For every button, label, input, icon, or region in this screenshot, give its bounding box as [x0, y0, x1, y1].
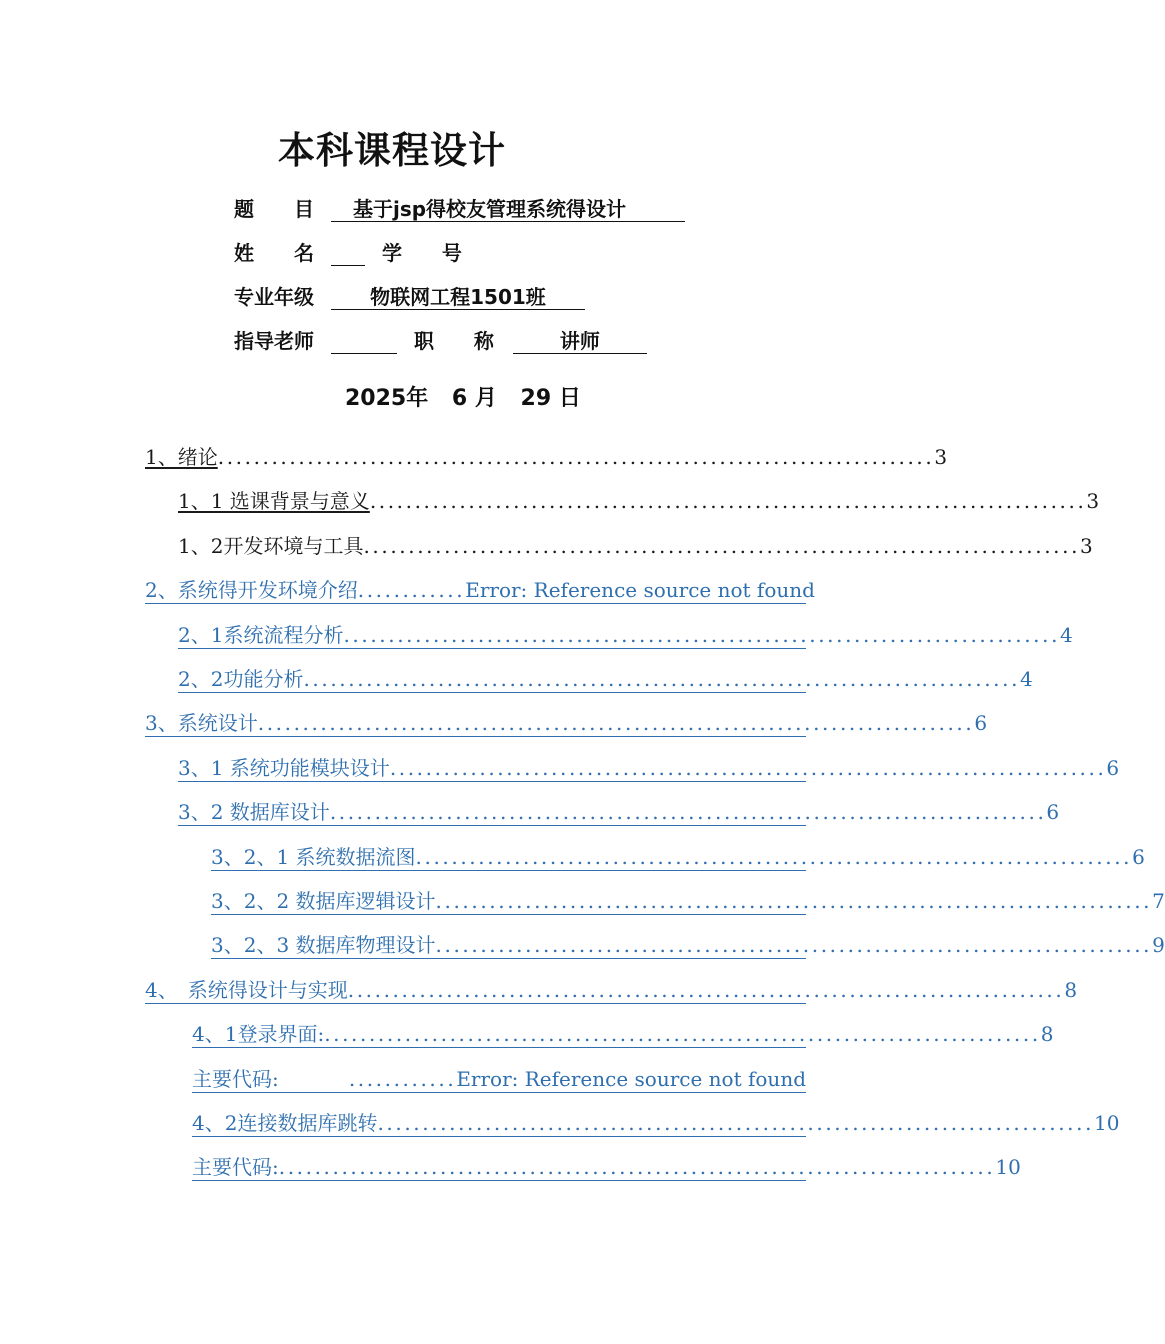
toc-dot-leader: ................................................................................ [324, 1022, 1041, 1046]
toc-entry[interactable] [211, 884, 1165, 915]
toc-entry-title: 4、2连接数据库跳转 [192, 1111, 378, 1135]
toc-page-number: 8 [1040, 1022, 1054, 1046]
toc-entry-title: 4、 系统得设计与实现 [145, 978, 348, 1002]
toc-entry[interactable] [178, 618, 1073, 649]
toc-entry[interactable] [192, 1150, 1021, 1181]
toc-entry-title: 3、2、2 数据库逻辑设计 [211, 889, 436, 913]
date-line [345, 383, 581, 415]
toc-page-number: 9 [1152, 933, 1165, 957]
toc-dot-leader: ................................................................................ [303, 667, 1021, 691]
toc-dot-leader: ................................................................................ [347, 978, 1065, 1002]
toc-entry [178, 529, 1093, 559]
toc-page-number: 6 [1132, 845, 1145, 869]
toc-dot-leader: ............ [348, 1067, 457, 1091]
toc-page-number: 8 [1064, 978, 1078, 1002]
toc-page-number: 10 [1094, 1111, 1120, 1135]
name-id-row [234, 238, 462, 268]
major-row [234, 282, 585, 312]
toc-page-number: 3 [1086, 489, 1100, 513]
toc-entry-title: 1、1 选课背景与意义 [178, 489, 370, 513]
toc-entry[interactable] [192, 1106, 1120, 1137]
toc-dot-leader: ................................................................................ [363, 534, 1081, 558]
topic-label: 题 目 [234, 197, 314, 221]
toc-entry-title: 3、2、3 数据库物理设计 [211, 933, 436, 957]
toc-entry[interactable] [145, 573, 815, 604]
toc-dot-leader: ................................................................................ [377, 1111, 1095, 1135]
toc-dot-leader: ................................................................................ [217, 445, 935, 469]
toc-entry-title: 2、系统得开发环境介绍 [145, 578, 358, 602]
name-label: 姓 名 [234, 241, 314, 265]
toc-page-number: 6 [1106, 756, 1120, 780]
toc-entry[interactable] [145, 706, 988, 737]
toc-page-number: 7 [1152, 889, 1165, 913]
toc-entry[interactable] [192, 1062, 806, 1093]
toc-entry-title: 3、2、1 系统数据流图 [211, 845, 416, 869]
toc-entry[interactable] [211, 928, 1165, 959]
toc-entry[interactable] [178, 795, 1060, 826]
toc-page-number: 6 [1046, 800, 1060, 824]
advisor-label: 指导老师 [234, 329, 314, 353]
toc-entry-title: 3、系统设计 [145, 711, 258, 735]
date-month: 6 月 [451, 386, 497, 411]
major-value: 物联网工程1501班 [331, 285, 585, 310]
toc-entry [178, 484, 1100, 514]
advisor-row [234, 326, 647, 356]
toc-entry-title: 4、1登录界面: [192, 1022, 325, 1046]
toc-page-number: 4 [1020, 667, 1033, 691]
date-year: 2025年 [345, 386, 429, 411]
toc-dot-leader: ................................................................................ [369, 489, 1087, 513]
toc-page-number: 3 [1080, 534, 1093, 558]
toc-dot-leader: ................................................................................ [329, 800, 1047, 824]
toc-entry [145, 440, 948, 470]
toc-entry-title: 1、2开发环境与工具 [178, 534, 364, 558]
advisor-value-line [331, 329, 397, 354]
toc-entry-title: 3、2 数据库设计 [178, 800, 330, 824]
toc-entry-title: 主要代码: [192, 1155, 279, 1179]
toc-dot-leader: ................................................................................ [389, 756, 1107, 780]
rank-label: 职 称 [413, 329, 494, 353]
toc-dot-leader: ............ [357, 578, 466, 602]
rank-value: 讲师 [513, 329, 647, 354]
toc-page-number: Error: Reference source not found [465, 578, 815, 602]
toc-page-number: 10 [995, 1155, 1021, 1179]
toc-page-number: 3 [934, 445, 948, 469]
toc-dot-leader: ................................................................................ [435, 933, 1153, 957]
date-day: 29 日 [520, 386, 581, 411]
toc-page-number: 6 [974, 711, 988, 735]
toc-page-number: 4 [1060, 623, 1073, 647]
toc-entry-title: 主要代码: [192, 1067, 279, 1091]
toc-entry-title: 1、绪论 [145, 445, 218, 469]
toc-entry[interactable] [178, 751, 1120, 782]
toc-entry-title: 3、1 系统功能模块设计 [178, 756, 390, 780]
toc-entry-title: 2、2功能分析 [178, 667, 304, 691]
toc-dot-leader: ................................................................................ [278, 1155, 996, 1179]
toc-dot-leader: ................................................................................ [415, 845, 1133, 869]
toc-dot-leader: ................................................................................ [343, 623, 1061, 647]
topic-row [234, 194, 685, 224]
topic-value: 基于jsp得校友管理系统得设计 [331, 197, 685, 222]
toc-entry[interactable] [192, 1017, 1054, 1048]
toc-dot-leader: ................................................................................ [257, 711, 975, 735]
toc-entry-title: 2、1系统流程分析 [178, 623, 344, 647]
toc-entry[interactable] [211, 840, 1145, 871]
id-label: 学 号 [381, 241, 462, 265]
name-value-line [331, 241, 365, 266]
toc-page-number: Error: Reference source not found [456, 1067, 806, 1091]
toc-entry[interactable] [145, 973, 1078, 1004]
toc-entry[interactable] [178, 662, 1033, 693]
major-label: 专业年级 [234, 285, 314, 309]
toc-dot-leader: ................................................................................ [435, 889, 1153, 913]
document-title: 本科课程设计 [278, 129, 506, 172]
